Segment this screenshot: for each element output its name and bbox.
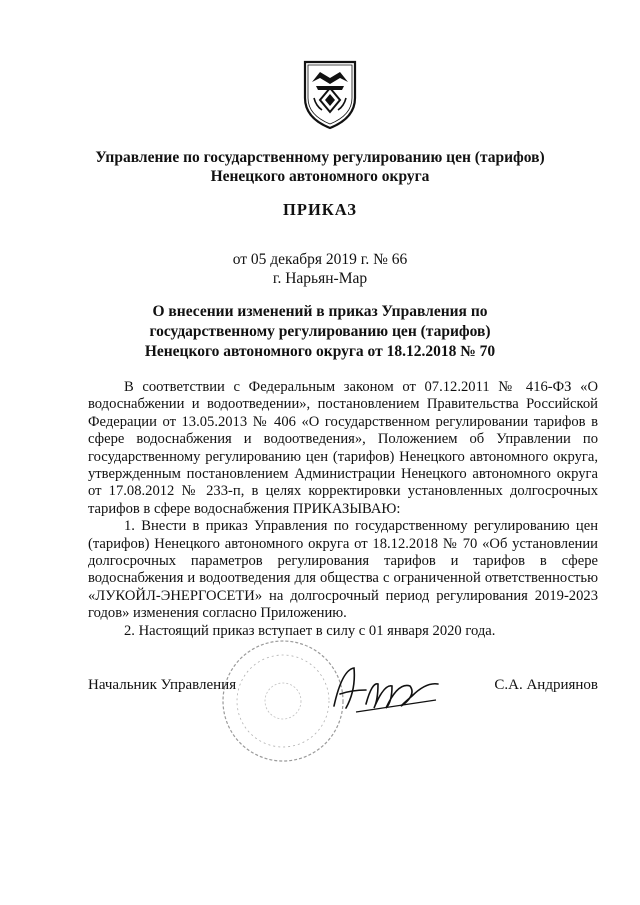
document-body	[88, 379, 598, 640]
subject-line-1: О внесении изменений в приказ Управления по	[152, 303, 488, 320]
handwritten-signature-icon	[326, 660, 446, 720]
organization-line-1: Управление по государственному регулированию цен (тарифов)	[95, 149, 545, 166]
document-subject	[0, 302, 640, 362]
subject-line-3: Ненецкого автономного округа от 18.12.2018 № 70	[144, 343, 496, 360]
subject-line-2: государственному регулированию цен (тарифов)	[149, 323, 491, 340]
document-meta	[0, 250, 640, 288]
date-number: от 05 декабря 2019 г. № 66	[232, 251, 408, 268]
organization-name	[0, 148, 640, 186]
organization-line-2: Ненецкого автономного округа	[210, 168, 430, 185]
signatory-name: С.А. Андриянов	[494, 677, 598, 693]
document-title: ПРИКАЗ	[283, 200, 357, 219]
intro-paragraph: В соответствии с Федеральным законом от 07.12.2011 № 416-ФЗ «О водоснабжении и водоотведении», постановлением Правительства Российской Федерации от 13.05.2013 № 406 «О государственном регулировании тарифов в сфере водоснабжения и водоотведения», Положением об Управлении по государственному регулированию цен (тарифов) Ненецкого автономного округа, утвержденным постановлением Администрации Ненецкого автономного округа от 17.08.2012 № 233-п, в целях корректировки установленных долгосрочных тарифов в сфере водоснабжения ПРИКАЗЫВАЮ:	[88, 379, 598, 517]
place: г. Нарьян-Мар	[272, 270, 368, 287]
signatory-position: Начальник Управления	[88, 677, 237, 693]
order-item-2: 2. Настоящий приказ вступает в силу с 01 января 2020 года.	[124, 622, 496, 639]
coat-of-arms-icon	[302, 60, 358, 130]
order-item-1: 1. Внести в приказ Управления по государственному регулированию цен (тарифов) Ненецкого автономного округа от 18.12.2018 № 70 «Об установлении долгосрочных параметров регулирования тарифов и тарифов в сфере водоснабжения и водоотведения для общества с ограниченной ответственностью «ЛУКОЙЛ-ЭНЕРГОСЕТИ» на долгосрочный период регулирования 2019-2023 годов» изменения согласно Приложению.	[88, 518, 598, 622]
